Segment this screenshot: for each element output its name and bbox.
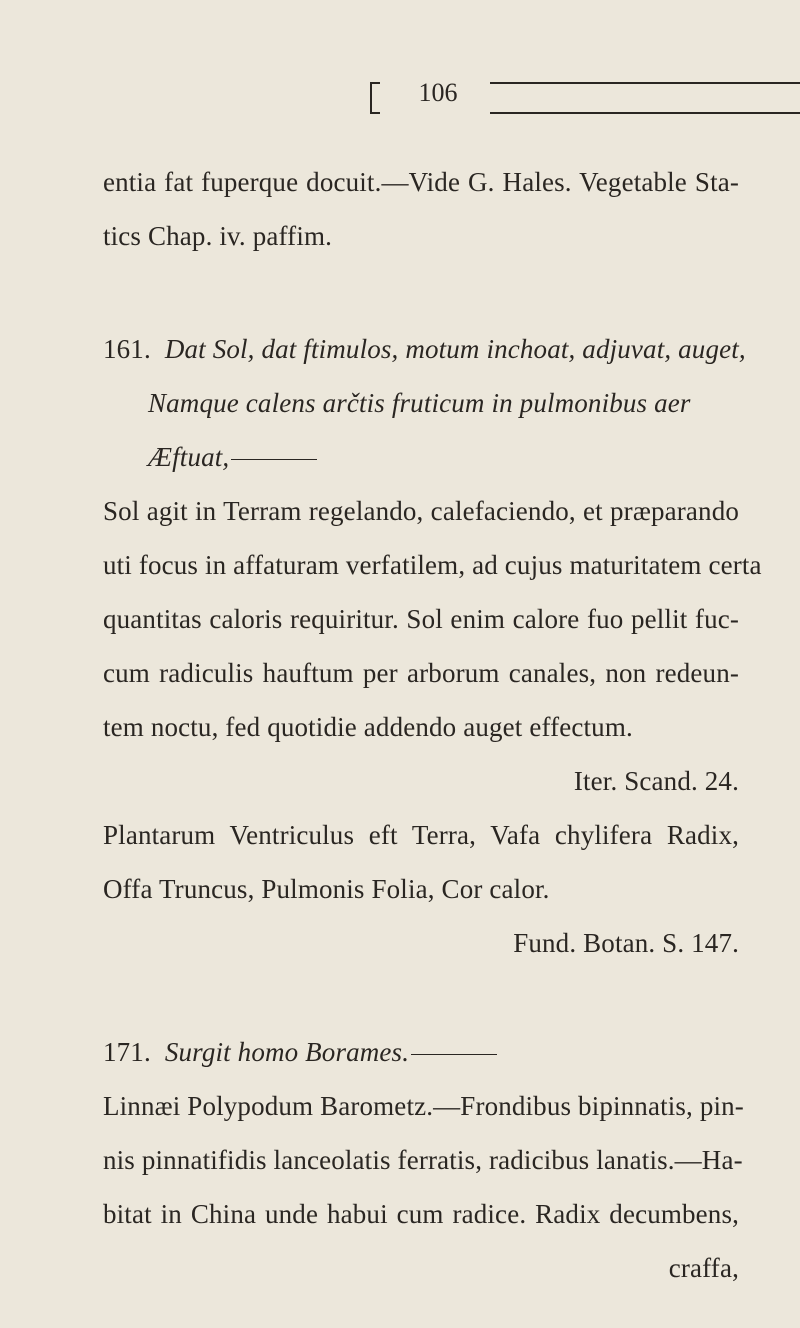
verse-161-line-1 bbox=[103, 334, 746, 365]
text-line-13: Offa Truncus, Pulmonis Folia, Cor calor. bbox=[103, 874, 550, 904]
page-number: 106 bbox=[418, 78, 458, 107]
text-line-18: bitat in China unde habui cum radice. Radix decumbens, bbox=[103, 1199, 739, 1229]
text-line-16: Linnæi Polypodum Barometz.—Frondibus bipinnatis, pin- bbox=[103, 1091, 744, 1121]
page-header bbox=[360, 78, 520, 118]
citation-fund-botan: Fund. Botan. S. 147. bbox=[513, 928, 739, 958]
verse-161-line-3 bbox=[148, 442, 317, 473]
right-bracket bbox=[490, 82, 800, 114]
text-line-10: tem noctu, fed quotidie addendo auget effectum. bbox=[103, 712, 633, 742]
text-line-7: uti focus in affaturam verfatilem, ad cujus maturitatem certa bbox=[103, 550, 762, 580]
text-line-17: nis pinnatifidis lanceolatis ferratis, radicibus lanatis.—Ha- bbox=[103, 1145, 743, 1175]
text-line-2: tics Chap. iv. paffim. bbox=[103, 221, 333, 251]
verse-171-line bbox=[103, 1037, 497, 1068]
text-line-8: quantitas caloris requiritur. Sol enim calore fuo pellit fuc- bbox=[103, 604, 739, 634]
left-bracket bbox=[370, 82, 380, 114]
text-line-12: Plantarum Ventriculus eft Terra, Vafa chylifera Radix, bbox=[103, 820, 739, 850]
dash-rule bbox=[231, 459, 317, 460]
verse-text: Æftuat, bbox=[148, 442, 230, 472]
text-line-9: cum radiculis hauftum per arborum canales, non redeun- bbox=[103, 658, 739, 688]
citation-iter-scand: Iter. Scand. 24. bbox=[573, 766, 739, 796]
verse-161-line-2: Namque calens arčtis fruticum in pulmonibus aer bbox=[148, 388, 691, 418]
text-line-6: Sol agit in Terram regelando, calefaciendo, et præparando bbox=[103, 496, 739, 526]
verse-text: Dat Sol, dat ftimulos, motum inchoat, adjuvat, auget, bbox=[164, 334, 746, 364]
text-line-1: entia fat fuperque docuit.—Vide G. Hales. Vegetable Sta- bbox=[103, 167, 739, 197]
catchword: craffa, bbox=[668, 1253, 739, 1283]
section-number-171: 171. bbox=[103, 1037, 151, 1067]
section-number-161: 161. bbox=[103, 334, 151, 364]
verse-text: Surgit homo Borames. bbox=[164, 1037, 410, 1067]
dash-rule bbox=[411, 1054, 497, 1055]
